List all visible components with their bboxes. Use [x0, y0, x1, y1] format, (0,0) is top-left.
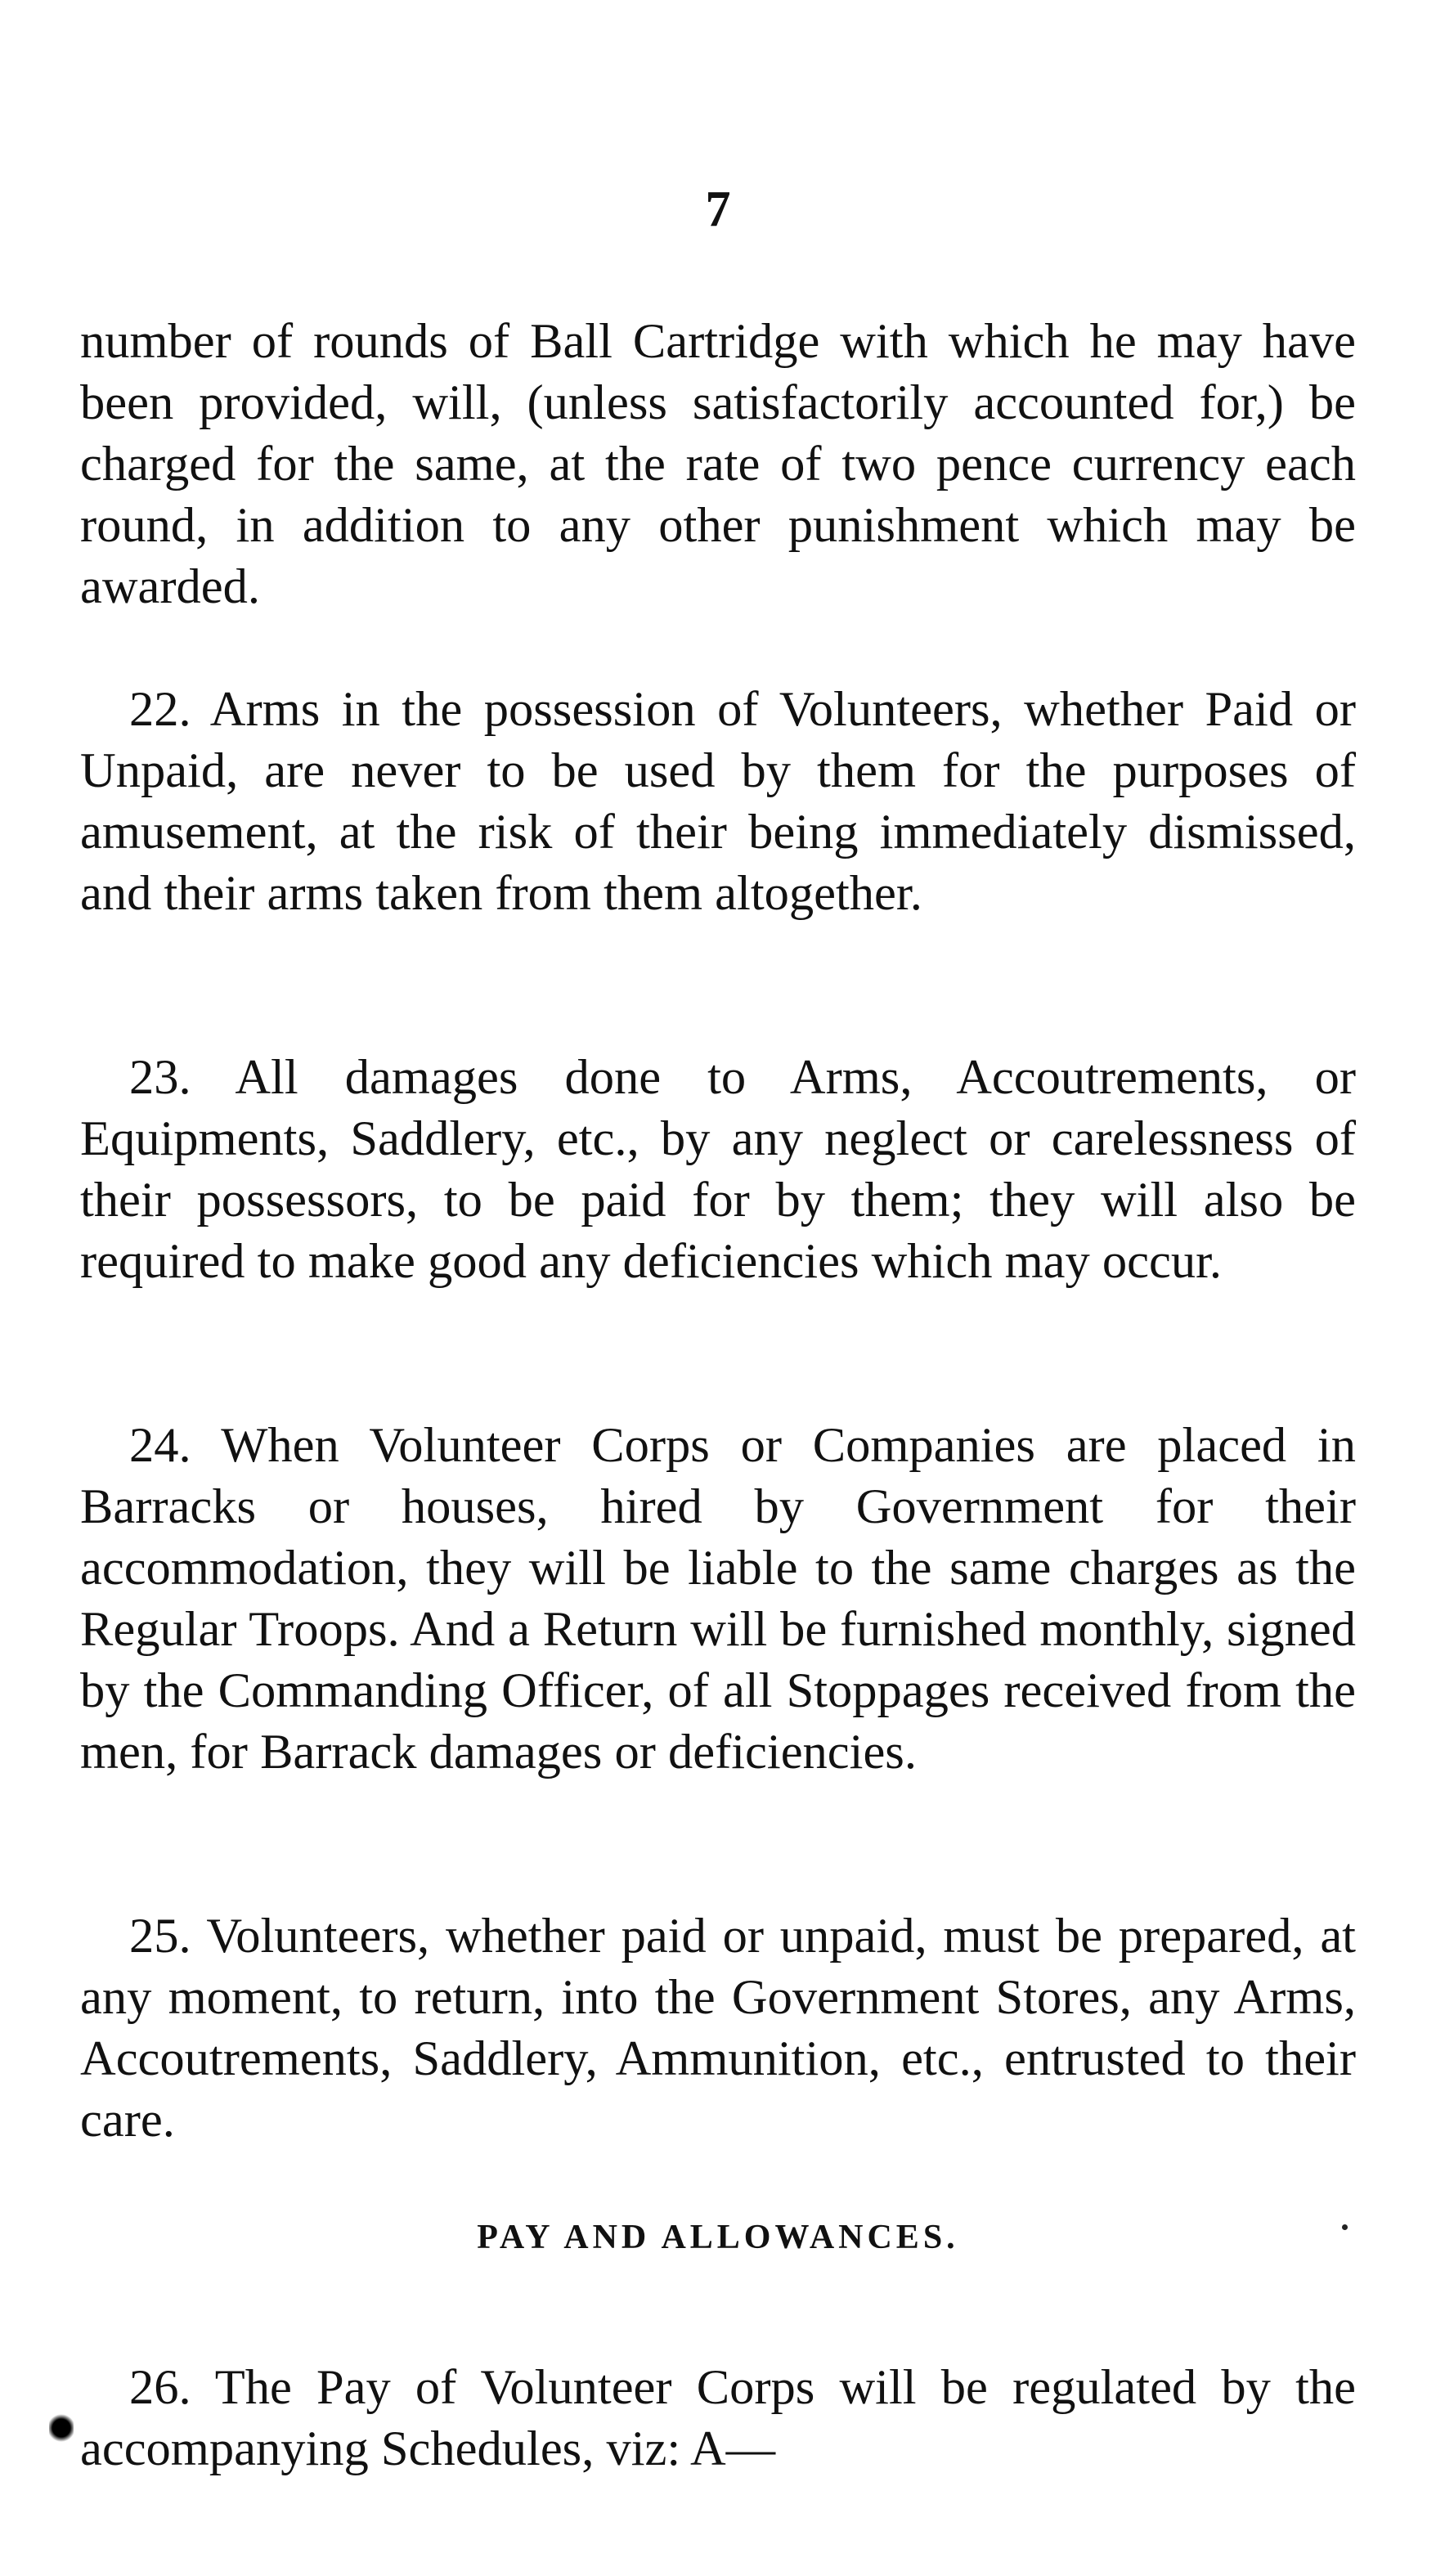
paragraph-number: 24. — [129, 1418, 191, 1473]
page-number: 7 — [705, 182, 731, 237]
paragraph-22 — [80, 679, 1356, 924]
paragraph-25 — [80, 1905, 1356, 2151]
paragraph-text: All damages done to Arms, Accoutrements, or Equipments, Saddlery, etc., by any neglect or carelessness of their possessors, to be paid for by them; they will also be required to make good any deficiencies which may occur. — [80, 1050, 1356, 1289]
paragraph-text: Arms in the possession of Volunteers, whether Paid or Unpaid, are never to be used by them for the purposes of amusement, at the risk of their being immediately dismissed, and their arms taken from them altogether. — [80, 682, 1356, 921]
paragraph-26 — [80, 2357, 1356, 2480]
paragraph-number: 26. — [129, 2360, 191, 2415]
paragraph-text: number of rounds of Ball Cartridge with which he may have been provided, will, (unless satisfactorily accounted for,) be charged for the same, at the rate of two pence currency each round, in addition to any other punishment which may be awarded. — [80, 314, 1356, 614]
section-heading: PAY AND ALLOWANCES. — [477, 2219, 959, 2256]
paragraph-number: 23. — [129, 1050, 191, 1105]
paragraph-number: 25. — [129, 1909, 191, 1963]
paragraph-text: When Volunteer Corps or Companies are placed in Barracks or houses, hired by Government for their accommodation, they will be liable to the same charges as the Regular Troops. And a Return will be furnished monthly, signed by the Commanding Officer, of all Stoppages received from the men, for Barrack damages or deficiencies. — [80, 1418, 1356, 1779]
paragraph-text: Volunteers, whether paid or unpaid, must be prepared, at any moment, to return, into the Government Stores, any Arms, Accoutrements, Saddlery, Ammunition, etc., entrusted to their care. — [80, 1909, 1356, 2147]
ink-speck — [1342, 2224, 1348, 2230]
paragraph-continuation — [80, 311, 1356, 617]
ink-blot — [49, 2412, 74, 2444]
paragraph-24 — [80, 1415, 1356, 1783]
paragraph-23 — [80, 1047, 1356, 1292]
paragraph-text: The Pay of Volunteer Corps will be regulated by the accompanying Schedules, viz: A— — [80, 2360, 1356, 2476]
paragraph-number: 22. — [129, 682, 191, 737]
